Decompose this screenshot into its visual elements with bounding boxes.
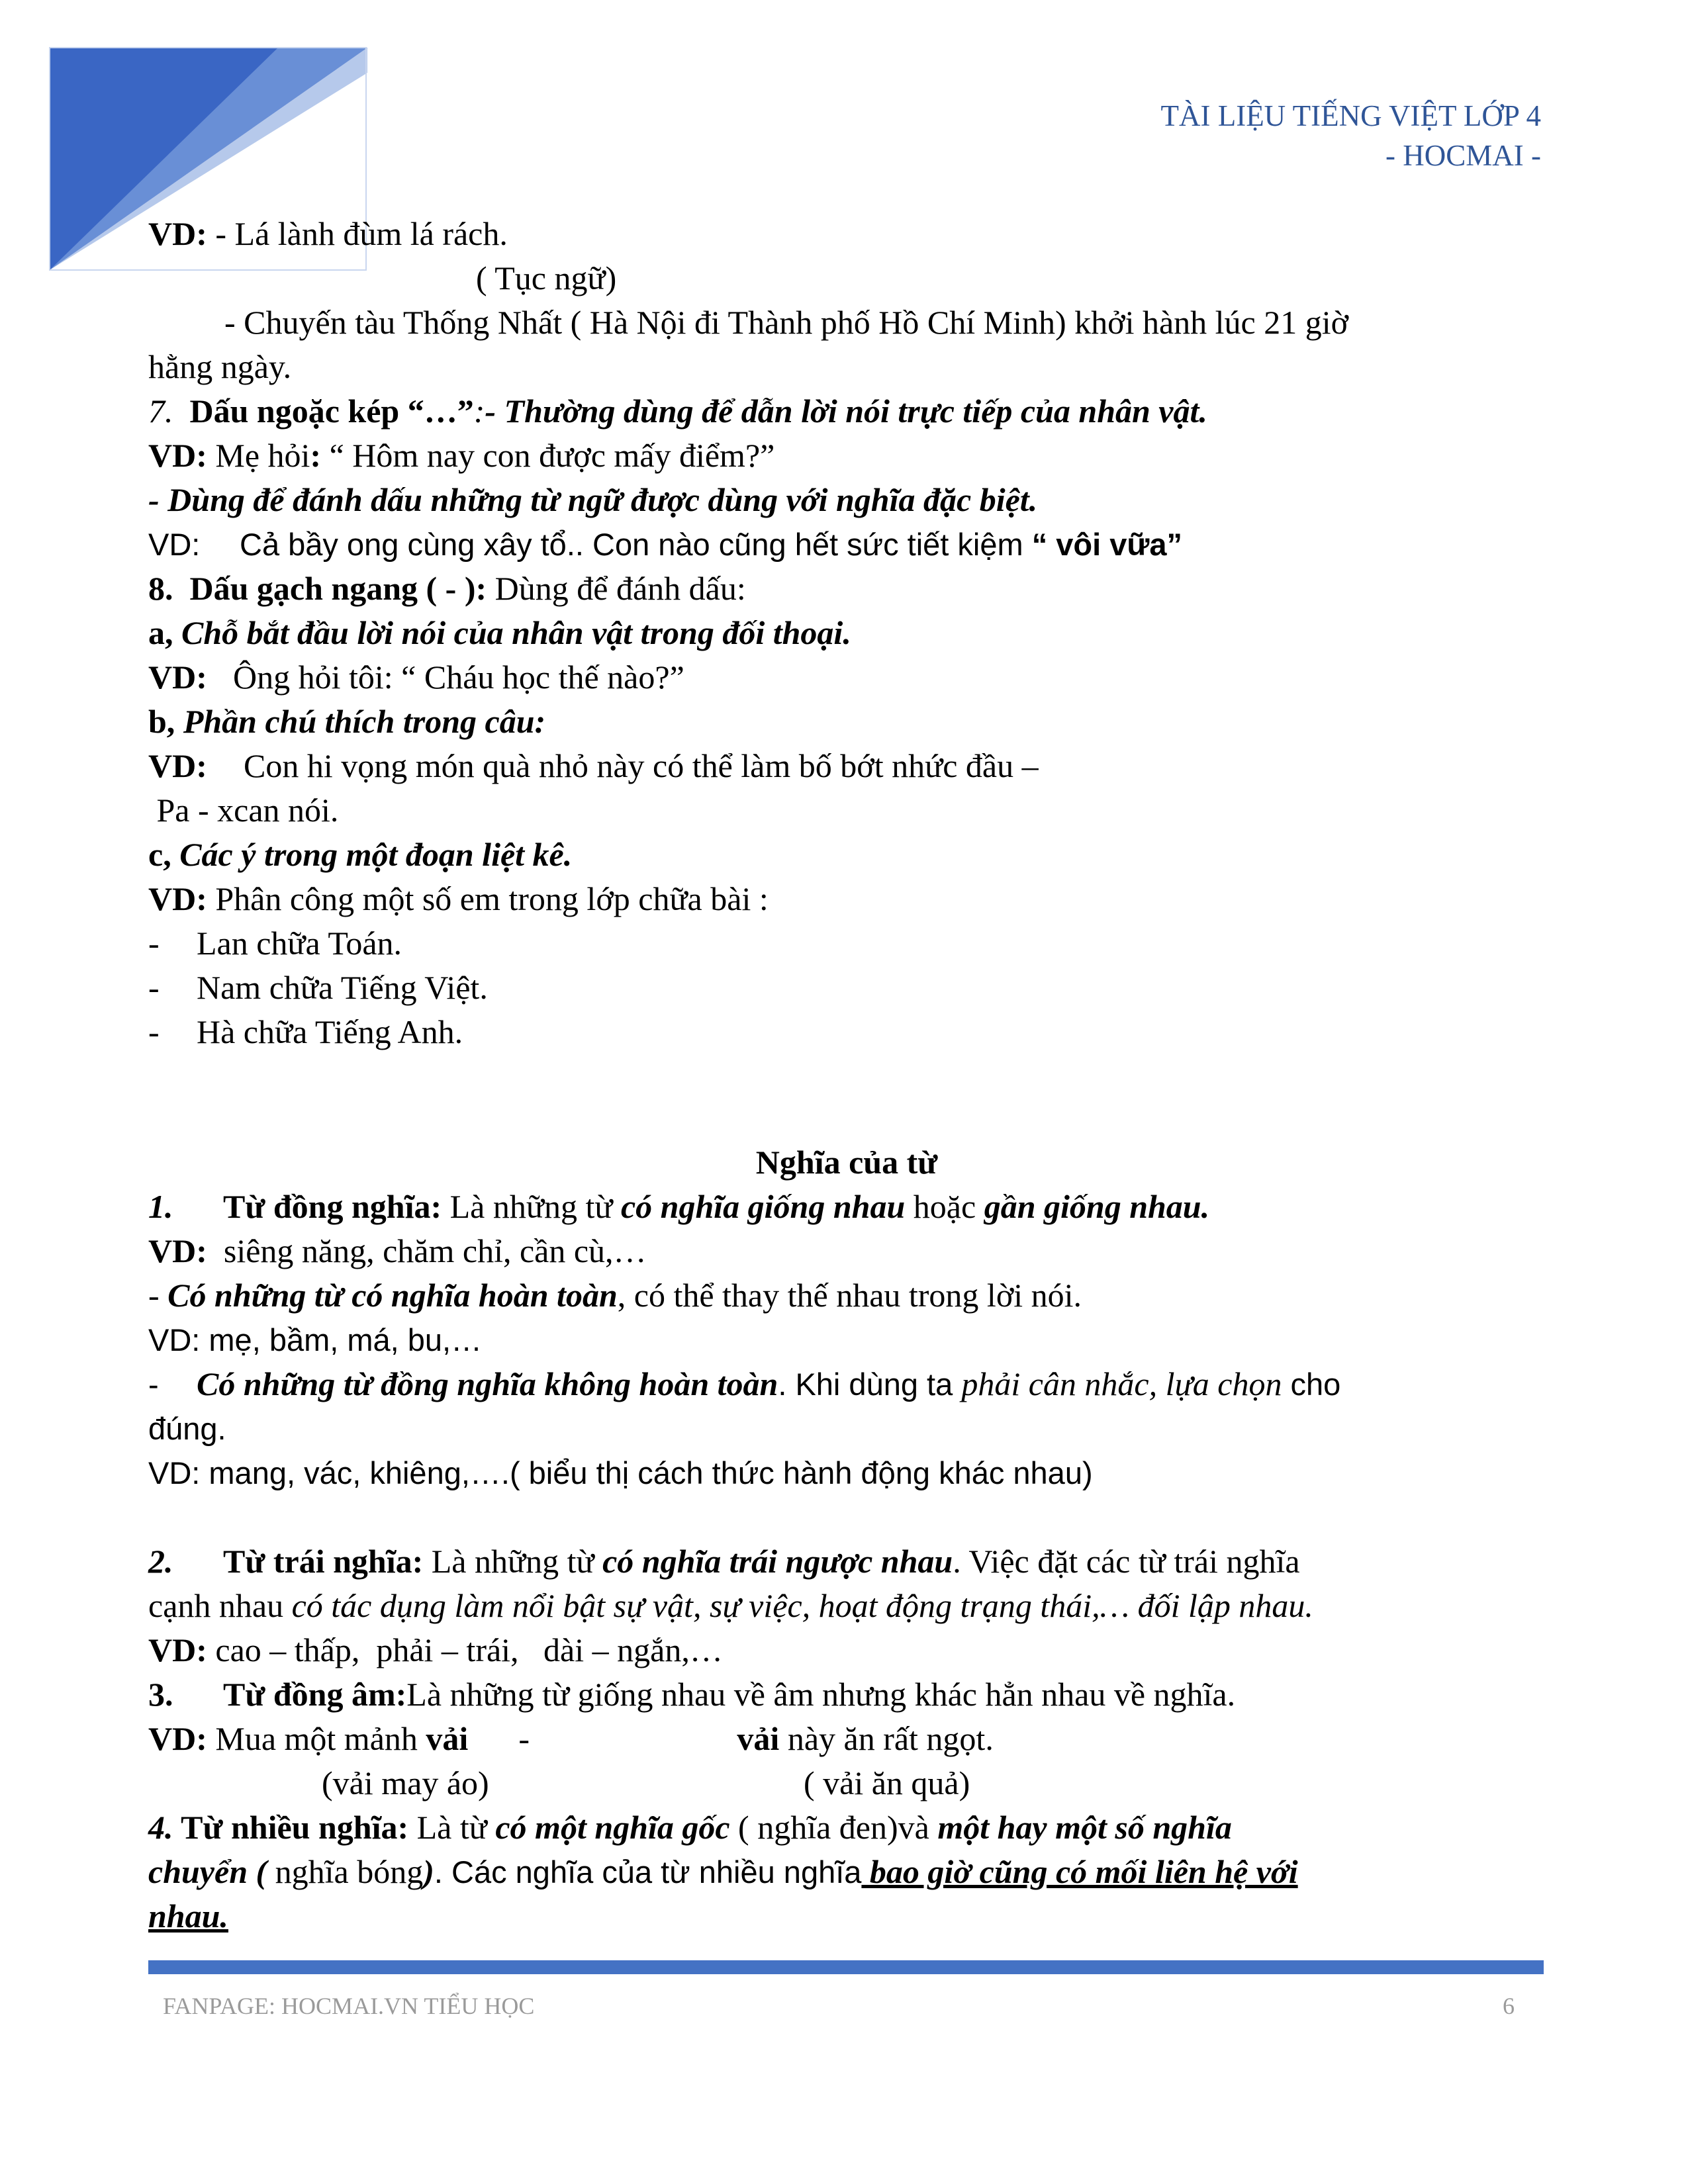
example-line: VD: Mua một mảnh vải - vải này ăn rất ngọt. [148,1720,994,1757]
section-1-point: - Có những từ có nghĩa hoàn toàn, có thể thay thế nhau trong lời nói. [148,1277,1082,1314]
section-4-heading: 4. Từ nhiều nghĩa: Là từ có một nghĩa gốc ( nghĩa đen)và một hay một số nghĩa [148,1809,1232,1846]
section-8a: a, Chỗ bắt đầu lời nói của nhân vật trong đối thoại. [148,614,851,651]
section-7-desc: - Dùng để đánh dấu những từ ngữ được dùng với nghĩa đặc biệt. [148,481,1038,518]
section-3-heading: 3. Từ đồng âm:Là những từ giống nhau về âm nhưng khác hẳn nhau về nghĩa. [148,1676,1236,1713]
section-1-heading: 1. Từ đồng nghĩa: Là những từ có nghĩa giống nhau hoặc gần giống nhau. [148,1188,1210,1225]
example-line: VD: siêng năng, chăm chỉ, cần cù,… [148,1232,647,1269]
example-line: Pa - xcan nói. [148,792,339,829]
section-8c: c, Các ý trong một đoạn liệt kê. [148,836,573,873]
section-4-desc: chuyển ( nghĩa bóng). Các nghĩa của từ nhiều nghĩa bao giờ cũng có mối liên hệ với [148,1853,1298,1890]
page-content [148,212,1545,1938]
section-title: Nghĩa của từ [755,1144,938,1181]
example-line: - Chuyến tàu Thống Nhất ( Hà Nội đi Thành phố Hồ Chí Minh) khởi hành lúc 21 giờ [224,304,1349,341]
example-line: VD: Cả bầy ong cùng xây tổ.. Con nào cũng hết sức tiết kiệm “ vôi vữa” [148,527,1183,562]
header-title: TÀI LIỆU TIẾNG VIỆT LỚP 4 [1160,99,1541,132]
spacer [148,1495,1545,1539]
section-1-point: đúng. [148,1411,226,1446]
example-line: hằng ngày. [148,348,292,385]
example-line: VD: Con hi vọng món quà nhỏ này có thể làm bố bớt nhức đầu – [148,747,1039,784]
spacer [148,1054,1545,1140]
section-4-desc: nhau. [148,1897,228,1934]
example-line: VD: mang, vác, khiêng,….( biểu thị cách thức hành động khác nhau) [148,1455,1093,1490]
example-line: VD: Mẹ hỏi: “ Hôm nay con được mấy điểm?” [148,437,775,474]
example-line: VD: Phân công một số em trong lớp chữa bài : [148,880,769,917]
header-subtitle: - HOCMAI - [1385,139,1541,172]
section-2-heading: 2. Từ trái nghĩa: Là những từ có nghĩa trái ngược nhau. Việc đặt các từ trái nghĩa [148,1543,1300,1580]
example-notes: (vải may áo) ( vải ăn quả) [322,1764,970,1801]
section-1-point: - Có những từ đồng nghĩa không hoàn toàn. Khi dùng ta phải cân nhắc, lựa chọn cho [148,1365,1341,1402]
section-2-desc: cạnh nhau có tác dụng làm nổi bật sự vật, sự việc, hoạt động trạng thái,… đối lập nhau. [148,1587,1313,1624]
section-8-heading: 8. Dấu gạch ngang ( - ): Dùng để đánh dấu: [148,570,746,607]
example-line: VD: cao – thấp, phải – trái, dài – ngắn,… [148,1631,723,1668]
example-line: VD: mẹ, bầm, má, bu,… [148,1322,483,1357]
page-number: 6 [1503,1993,1515,2019]
example-line: VD: - Lá lành đùm lá rách. [148,215,508,252]
footer-fanpage: FANPAGE: HOCMAI.VN TIỂU HỌC [163,1993,535,2019]
list-item: - Lan chữa Toán. [148,925,402,962]
list-item: - Nam chữa Tiếng Việt. [148,969,488,1006]
section-7-heading: 7. Dấu ngoặc kép “…”:- Thường dùng để dẫn lời nói trực tiếp của nhân vật. [148,392,1207,430]
example-line: VD: Ông hỏi tôi: “ Cháu học thế nào?” [148,659,684,696]
section-8b: b, Phần chú thích trong câu: [148,703,546,740]
footer-divider [148,1960,1544,1974]
example-source: ( Tục ngữ) [476,259,617,296]
list-item: - Hà chữa Tiếng Anh. [148,1013,463,1050]
